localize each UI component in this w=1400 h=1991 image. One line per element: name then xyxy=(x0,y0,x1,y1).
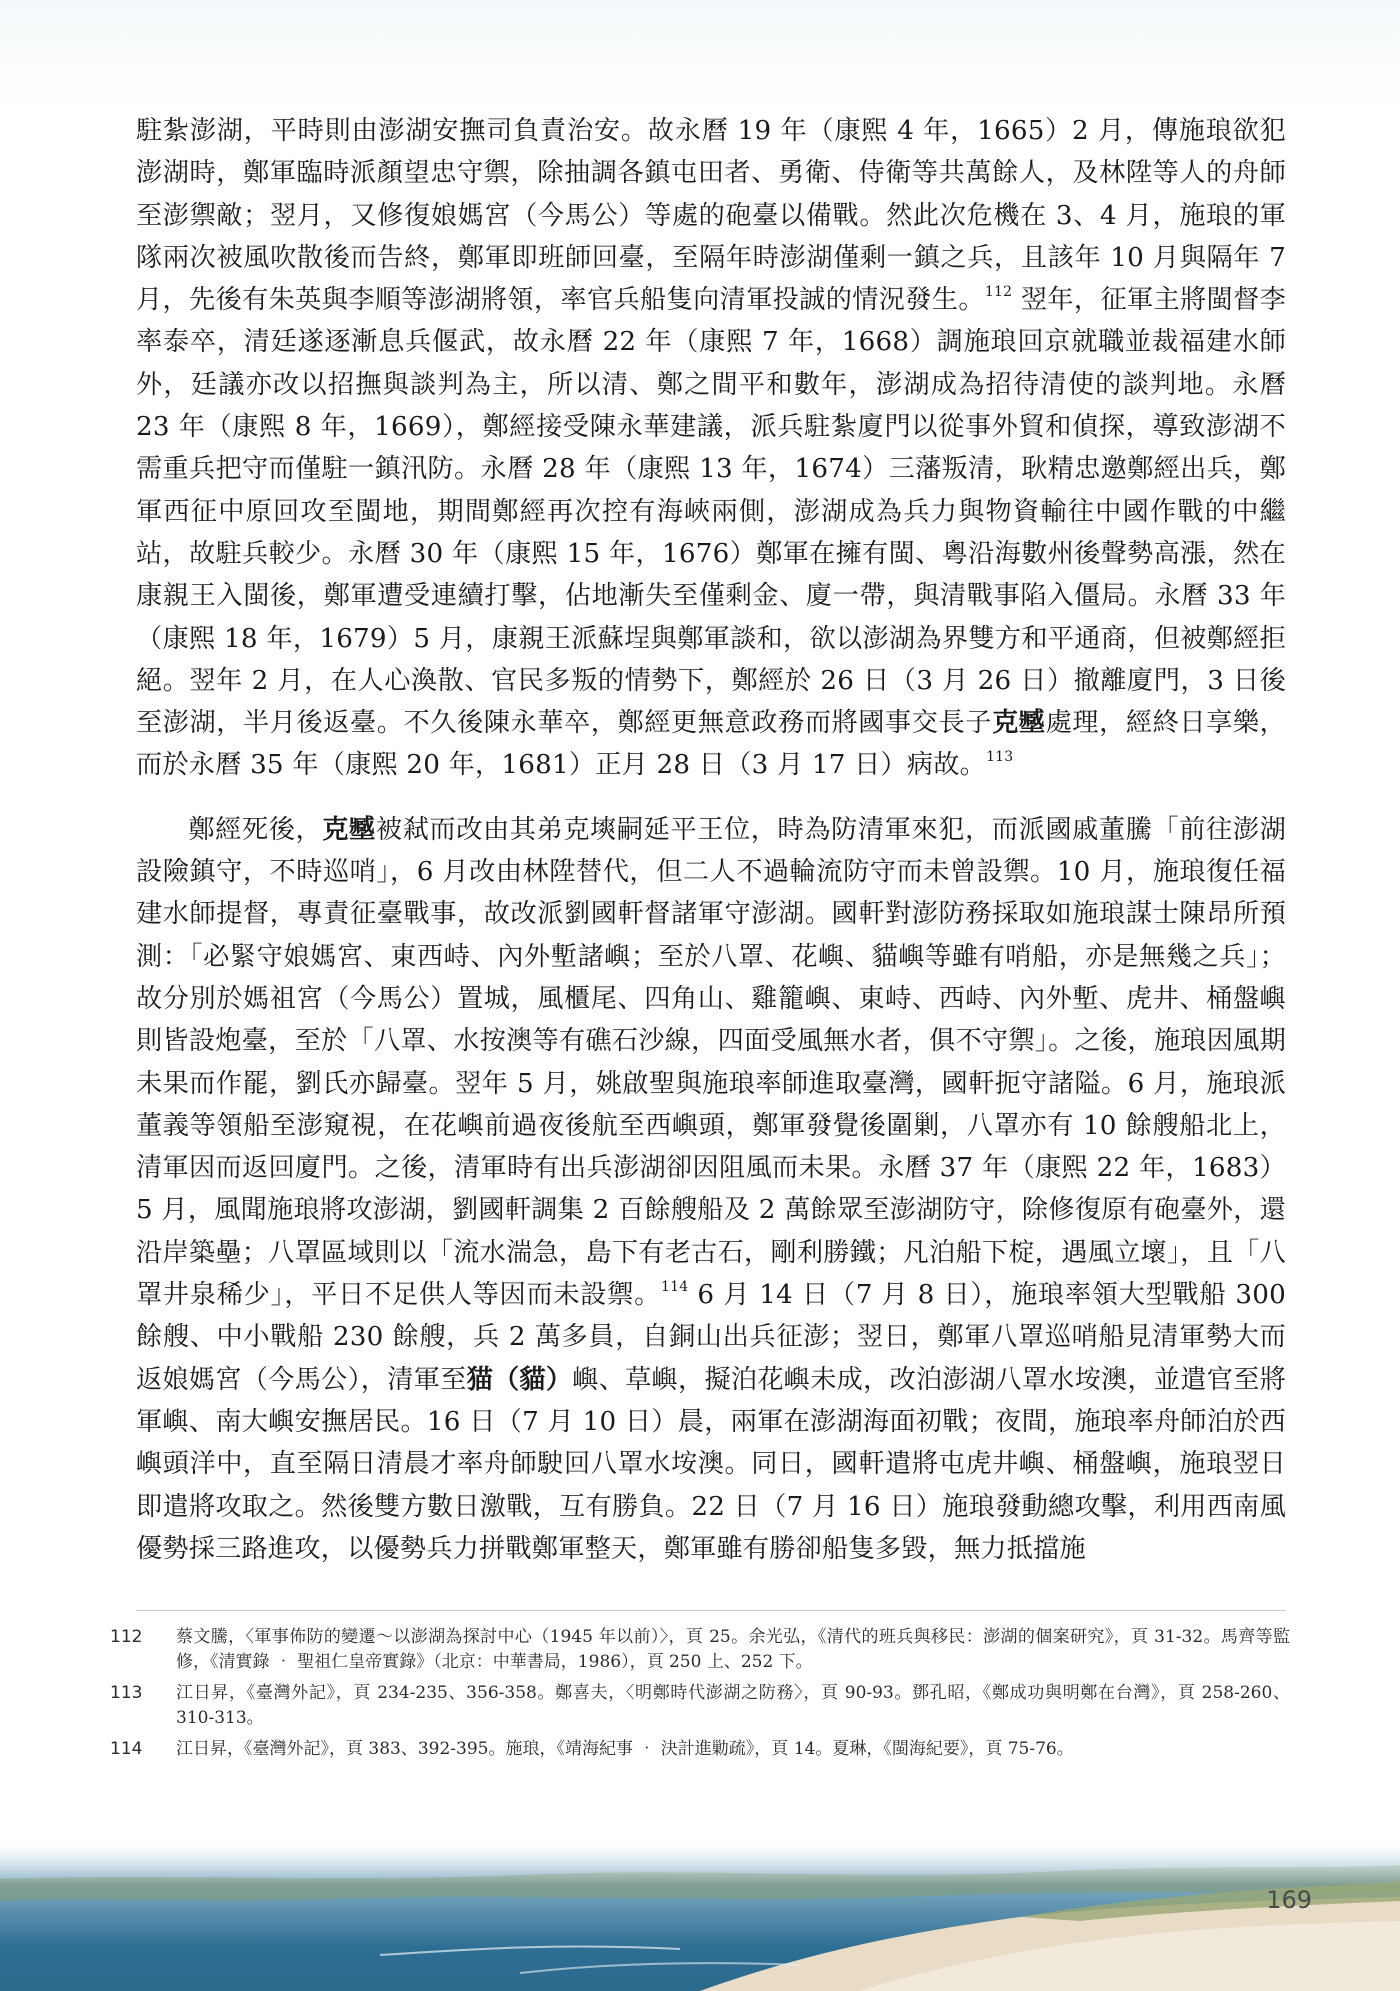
paragraph-2 xyxy=(136,809,1286,1570)
page-number: 169 xyxy=(1266,1886,1312,1914)
text-run: 駐紮澎湖，平時則由澎湖安撫司負責治安。故永曆 19 年（康熙 4 年，1665）2 月，傳施琅欲犯澎湖時，鄭軍臨時派顏望忠守禦，除抽調各鎮屯田者、勇衛、侍衛等共萬餘人，及林陞等人的舟師至澎禦敵；翌月，又修復娘媽宮（今馬公）等處的砲臺以備戰。然此次危機在 3、4 月，施琅的軍隊兩次被風吹散後而告終，鄭軍即班師回臺，至隔年時澎湖僅剩一鎮之兵，且該年 10 月與隔年 7 月，先後有朱英與李順等澎湖將領，率官兵船隻向清軍投誠的情況發生。 xyxy=(136,116,1286,316)
footnote-text: 江日昇，《臺灣外記》，頁 383、392-395。施琅，《靖海紀事 ‧ 決計進勦疏》，頁 14。夏琳，《閩海紀要》，頁 75-76。 xyxy=(176,1739,1074,1759)
text-run: 處理，經終日享樂，而於永曆 35 年（康熙 20 年，1681）正月 28 日（3 月 17 日）病故。 xyxy=(136,708,1286,781)
text-run: 6 月 14 日（7 月 8 日），施琅率領大型戰船 300 餘艘、中小戰船 230 餘艘，兵 2 萬多員，自銅山出兵征澎；翌日，鄭軍八罩巡哨船見清軍勢大而返娘媽宮（今馬公），清軍至 xyxy=(136,1280,1286,1395)
footnote-113 xyxy=(110,1681,1290,1731)
sky-haze xyxy=(0,1845,1400,1885)
footnote-ref: 112 xyxy=(984,284,1013,301)
page-top-wash xyxy=(0,0,1400,110)
footnote-number: 114 xyxy=(110,1739,143,1759)
footnote-number: 112 xyxy=(110,1627,143,1647)
body-text xyxy=(136,110,1286,1570)
footnotes xyxy=(110,1625,1290,1768)
footnote-divider xyxy=(136,1610,1286,1611)
text-run: 嶼、草嶼，擬泊花嶼未成，改泊澎湖八罩水垵澳，並遣官至將軍嶼、南大嶼安撫居民。16 日（7 月 10 日）晨，兩軍在澎湖海面初戰；夜間，施琅率舟師泊於西嶼頭洋中，直至隔日清晨才率舟師駛回八罩水垵澳。同日，國軒遣將屯虎井嶼、桶盤嶼，施琅翌日即遣將攻取之。然後雙方數日激戰，互有勝負。22 日（7 月 16 日）施琅發動總攻擊，利用西南風優勢採三路進攻，以優勢兵力拼戰鄭軍整天，鄭軍雖有勝卻船隻多毀，無力抵擋施 xyxy=(136,1364,1287,1564)
footnote-ref: 113 xyxy=(986,749,1014,766)
footnote-number: 113 xyxy=(110,1683,143,1703)
text-run: 鄭經死後， xyxy=(188,814,323,845)
footnote-112 xyxy=(110,1625,1290,1675)
footnote-114 xyxy=(110,1737,1290,1762)
paragraph-1 xyxy=(136,110,1286,787)
coastline-photo-banner xyxy=(0,1845,1400,1991)
bold-name: 克𡒉 xyxy=(322,813,376,845)
bold-name: 猫（貓） xyxy=(466,1363,573,1395)
text-run: 被弒而改由其弟克塽嗣延平王位，時為防清軍來犯，而派國戚董騰「前往澎湖設險鎮守，不時巡哨」，6 月改由林陞替代，但二人不過輪流防守而未曾設禦。10 月，施琅復任福建水師提督，專責征臺戰事，故改派劉國軒督諸軍守澎湖。國軒對澎防務採取如施琅謀士陳昂所預測：「必緊守娘媽宮、東西峙、內外塹諸嶼；至於八罩、花嶼、貓嶼等雖有哨船，亦是無幾之兵」；故分別於媽祖宮（今馬公）置城，風櫃尾、四角山、雞籠嶼、東峙、西峙、內外塹、虎井、桶盤嶼則皆設炮臺，至於「八罩、水按澳等有礁石沙線，四面受風無水者，俱不守禦」。之後，施琅因風期未果而作罷，劉氏亦歸臺。翌年 5 月，姚啟聖與施琅率師進取臺灣，國軒扼守諸隘。6 月，施琅派董義等領船至澎窺視，在花嶼前過夜後航至西嶼頭，鄭軍發覺後圍剿，八罩亦有 10 餘艘船北上，清軍因而返回廈門。之後，清軍時有出兵澎湖卻因阻風而未果。永曆 37 年（康熙 22 年，1683）5 月，風聞施琅將攻澎湖，劉國軒調集 2 百餘艘船及 2 萬餘眾至澎湖防守，除修復原有砲臺外，還沿岸築壘；八罩區域則以「流水湍急，島下有老古石，剛利勝鐵；凡泊船下椗，遇風立壞」，且「八罩井泉稀少」，平日不足供人等因而未設禦。 xyxy=(136,814,1286,1311)
footnote-ref: 114 xyxy=(660,1279,689,1296)
text-run: 翌年，征軍主將閩督李率泰卒，清廷遂逐漸息兵偃武，故永曆 22 年（康熙 7 年，1668）調施琅回京就職並裁福建水師外，廷議亦改以招撫與談判為主，所以清、鄭之間平和數年，澎湖成為招待清使的談判地。永曆 23 年（康熙 8 年，1669），鄭經接受陳永華建議，派兵駐紮廈門以從事外貿和偵探，導致澎湖不需重兵把守而僅駐一鎮汛防。永曆 28 年（康熙 13 年，1674）三藩叛清，耿精忠邀鄭經出兵，鄭軍西征中原回攻至閩地，期間鄭經再次控有海峽兩側，澎湖成為兵力與物資輸往中國作戰的中繼站，故駐兵較少。永曆 30 年（康熙 15 年，1676）鄭軍在擁有閩、粵沿海數州後聲勢高漲，然在康親王入閩後，鄭軍遭受連續打擊，佔地漸失至僅剩金、廈一帶，與清戰事陷入僵局。永曆 33 年（康熙 18 年，1679）5 月，康親王派蘇埕與鄭軍談和，欲以澎湖為界雙方和平通商，但被鄭經拒絕。翌年 2 月，在人心渙散、官民多叛的情勢下，鄭經於 26 日（3 月 26 日）撤離廈門，3 日後至澎湖，半月後返臺。不久後陳永華卒，鄭經更無意政務而將國事交長子 xyxy=(136,285,1286,739)
footnote-text: 江日昇，《臺灣外記》，頁 234-235、356-358。鄭喜夫，〈明鄭時代澎湖之防務〉，頁 90-93。鄧孔昭，《鄭成功與明鄭在台灣》，頁 258-260、310-313。 xyxy=(176,1683,1290,1728)
bold-name: 克𡒉 xyxy=(992,707,1046,739)
footnote-text: 蔡文騰，〈軍事佈防的變遷～以澎湖為探討中心（1945 年以前）〉，頁 25。余光弘，《清代的班兵與移民：澎湖的個案研究》，頁 31-32。馬齊等監修，《清實錄 ‧ 聖祖仁皇帝實錄》（北京：中華書局，1986），頁 250 上、252 下。 xyxy=(176,1627,1290,1672)
